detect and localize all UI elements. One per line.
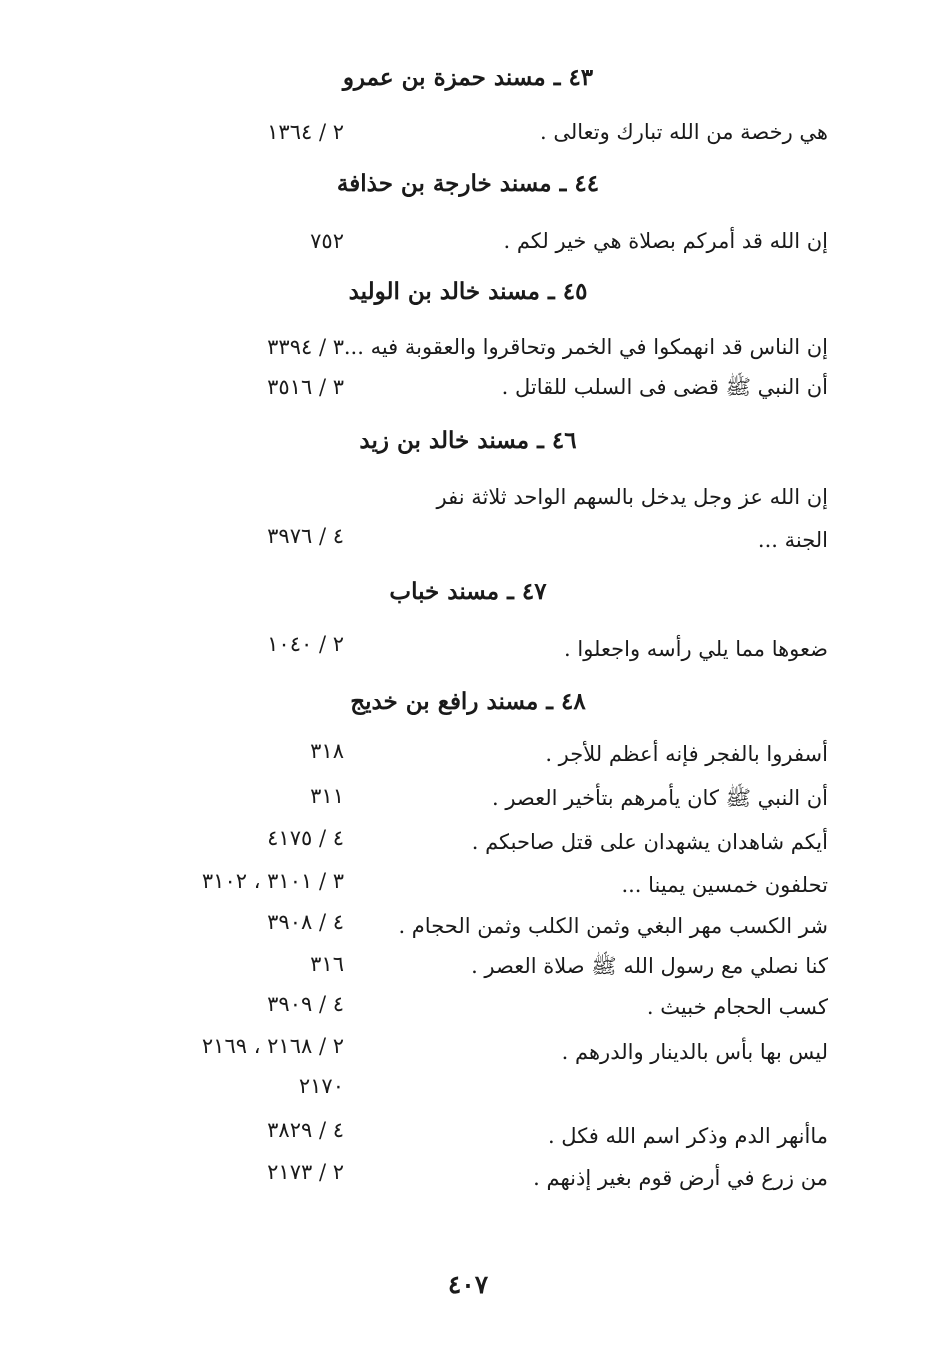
section-heading: ٤٣ ـ مسند حمزة بن عمرو bbox=[342, 64, 594, 91]
hadith-text: إن الله قد أمركم بصلاة هي خير لكم . bbox=[503, 229, 828, 253]
hadith-reference: ٤ / ٣٩٠٩ bbox=[267, 992, 344, 1016]
hadith-text: إن الناس قد انهمكوا في الخمر وتحاقروا والعقوبة فيه ... bbox=[343, 335, 828, 359]
section-heading: ٤٦ ـ مسند خالد بن زيد bbox=[359, 427, 577, 454]
hadith-text: أن النبي ﷺ قضى فى السلب للقاتل . bbox=[501, 375, 828, 399]
hadith-reference: ٢ / ١٠٤٠ bbox=[267, 632, 344, 656]
hadith-text: إن الله عز وجل يدخل بالسهم الواحد ثلاثة نفر bbox=[436, 485, 828, 509]
hadith-reference: ٤ / ٤١٧٥ bbox=[267, 826, 344, 850]
section-heading: ٤٤ ـ مسند خارجة بن حذافة bbox=[336, 170, 600, 197]
section-heading: ٤٥ ـ مسند خالد بن الوليد bbox=[348, 278, 588, 305]
hadith-text: أسفروا بالفجر فإنه أعظم للأجر . bbox=[545, 742, 828, 766]
hadith-reference: ٢ / ١٣٦٤ bbox=[267, 120, 344, 144]
hadith-reference: ٢ / ٢١٦٨ ، ٢١٦٩ bbox=[201, 1034, 344, 1058]
hadith-text: تحلفون خمسين يمينا ... bbox=[621, 873, 828, 897]
hadith-reference: ٧٥٢ bbox=[310, 229, 344, 253]
page-number: ٤٠٧ bbox=[447, 1270, 489, 1299]
hadith-reference: ٣١٦ bbox=[310, 952, 344, 976]
hadith-reference: ٤ / ٣٩٧٦ bbox=[267, 524, 344, 548]
hadith-reference: ٣١٨ bbox=[310, 739, 344, 763]
section-heading: ٤٧ ـ مسند خباب bbox=[389, 578, 547, 605]
hadith-text: ماأنهر الدم وذكر اسم الله فكل . bbox=[547, 1124, 828, 1148]
hadith-text: الجنة ... bbox=[757, 528, 828, 552]
hadith-text: شر الكسب مهر البغي وثمن الكلب وثمن الحجام . bbox=[398, 914, 828, 938]
hadith-text: هي رخصة من الله تبارك وتعالى . bbox=[539, 120, 828, 144]
hadith-reference: ٣ / ٣٥١٦ bbox=[267, 375, 344, 399]
hadith-text: كنا نصلي مع رسول الله ﷺ صلاة العصر . bbox=[471, 954, 828, 978]
hadith-reference: ٢ / ٢١٧٣ bbox=[267, 1160, 344, 1184]
hadith-reference: ٢١٧٠ bbox=[298, 1074, 344, 1098]
hadith-text: أيكم شاهدان يشهدان على قتل صاحبكم . bbox=[471, 830, 828, 854]
hadith-text: كسب الحجام خبيث . bbox=[646, 995, 828, 1019]
section-heading: ٤٨ ـ مسند رافع بن خديج bbox=[350, 688, 586, 715]
hadith-reference: ٤ / ٣٨٢٩ bbox=[267, 1118, 344, 1142]
hadith-text: ليس بها بأس بالدينار والدرهم . bbox=[561, 1040, 828, 1064]
hadith-reference: ٤ / ٣٩٠٨ bbox=[267, 910, 344, 934]
hadith-reference: ٣ / ٣١٠١ ، ٣١٠٢ bbox=[201, 869, 344, 893]
hadith-text: من زرع في أرض قوم بغير إذنهم . bbox=[533, 1166, 828, 1190]
hadith-text: أن النبي ﷺ كان يأمرهم بتأخير العصر . bbox=[491, 786, 828, 810]
hadith-text: ضعوها مما يلي رأسه واجعلوا . bbox=[564, 637, 828, 661]
hadith-reference: ٣١١ bbox=[310, 784, 344, 808]
hadith-reference: ٣ / ٣٣٩٤ bbox=[267, 335, 344, 359]
